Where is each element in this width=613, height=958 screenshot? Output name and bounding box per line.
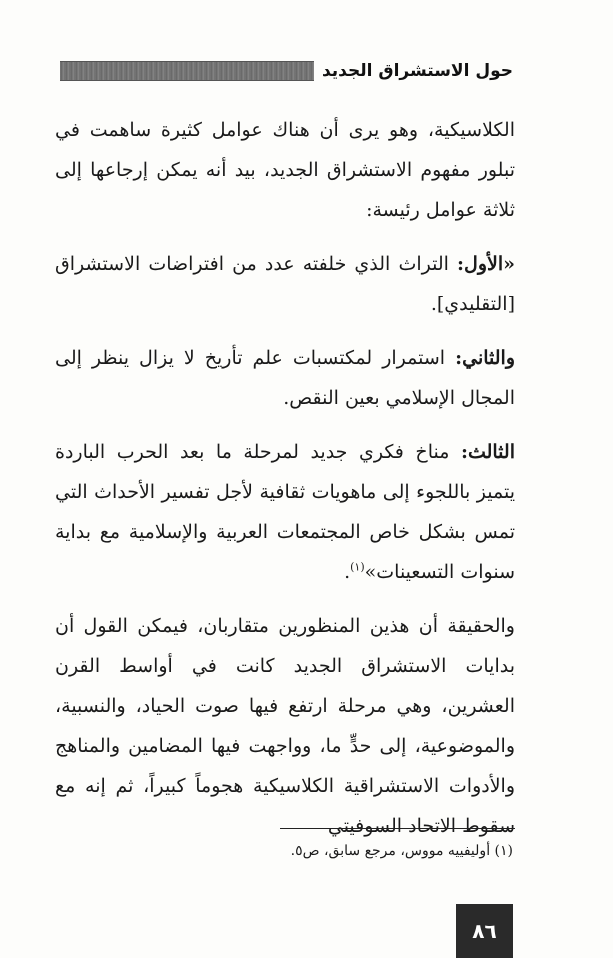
paragraph-4: [55, 432, 515, 592]
paragraph-3-text: استمرار لمكتسبات علم تأريخ لا يزال ينظر إلى المجال الإسلامي بعين النقص.: [55, 347, 515, 409]
paragraph-3: [55, 338, 515, 418]
paragraph-2-lead: «الأول:: [457, 253, 515, 275]
paragraph-2: [55, 244, 515, 324]
paragraph-5: والحقيقة أن هذين المنظورين متقاربان، فيمكن القول أن بدايات الاستشراق الجديد كانت في أواسط القرن العشرين، وهي مرحلة ارتفع فيها صوت الحياد، والنسبية، والموضوعية، إلى حدٍّ ما، وواجهت فيها المضامين والمناهج والأدوات الاستشراقية الكلاسيكية هجوماً كبيراً، ثم إنه مع سقوط الاتحاد السوفيتي: [55, 615, 515, 837]
paragraph-4-end: .: [344, 561, 351, 583]
paragraph-1: الكلاسيكية، وهو يرى أن هناك عوامل كثيرة ساهمت في تبلور مفهوم الاستشراق الجديد، بيد أنه يمكن إرجاعها إلى ثلاثة عوامل رئيسة:: [55, 119, 515, 221]
page-number: ٨٦: [456, 904, 513, 958]
paragraph-3-lead: والثاني:: [455, 347, 515, 369]
paragraph-2-text: التراث الذي خلفته عدد من افتراضات الاستشراق [التقليدي].: [55, 253, 515, 315]
footnote-reference: (١): [350, 560, 365, 574]
running-header: [60, 60, 513, 82]
header-title: حول الاستشراق الجديد: [321, 61, 513, 81]
footnote: (١) أوليفييه مووس، مرجع سابق، ص٥.: [290, 843, 513, 859]
footnote-separator: [280, 828, 515, 829]
header-rule-bar: [60, 61, 314, 81]
paragraph-4-text: مناخ فكري جديد لمرحلة ما بعد الحرب الباردة يتميز باللجوء إلى ماهويات ثقافية لأجل تفسير الأحداث التي تمس بشكل خاص المجتمعات العربية والإسلامية مع بداية سنوات التسعينات»: [55, 441, 515, 583]
paragraph-4-lead: الثالث:: [460, 441, 515, 463]
body-text: [55, 110, 515, 846]
